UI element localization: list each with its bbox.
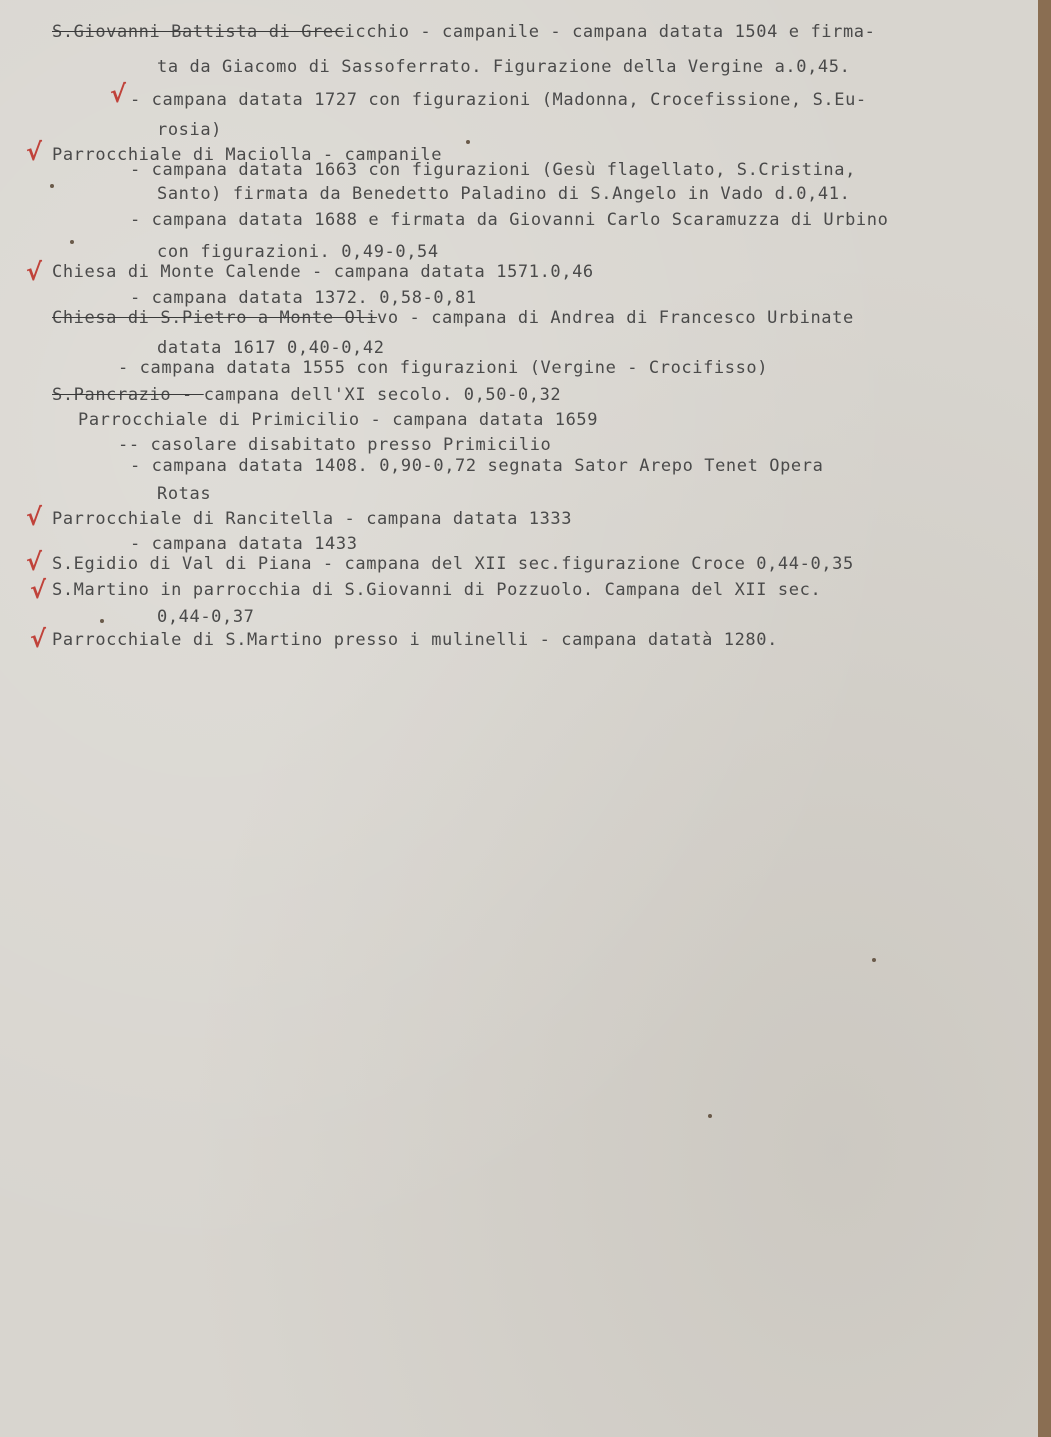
line-text: - campana datata 1688 e firmata da Giovanni Carlo Scaramuzza di Urbino [130, 210, 889, 230]
check-mark-icon: √ [26, 548, 43, 576]
text-line [52, 580, 821, 600]
text-line [157, 184, 850, 204]
text-line [78, 410, 598, 430]
paper-speck [70, 240, 74, 244]
line-text: - campana datata 1727 con figurazioni (Madonna, Crocefissione, S.Eu- [130, 90, 867, 110]
text-line [52, 630, 778, 650]
line-text: Chiesa di Monte Calende - campana datata 1571.0,46 [52, 262, 594, 282]
struck-text: S.Giovanni Battista di Grec [52, 22, 345, 42]
line-text: vo - campana di Andrea di Francesco Urbinate [377, 308, 854, 328]
check-mark-icon: √ [26, 503, 43, 531]
text-line [157, 242, 439, 262]
text-line [157, 120, 222, 140]
text-line [130, 160, 856, 180]
paper-speck [872, 958, 876, 962]
text-line [118, 435, 551, 455]
check-mark-icon: √ [110, 80, 127, 108]
line-text: ta da Giacomo di Sassoferrato. Figurazione della Vergine a.0,45. [157, 57, 851, 77]
paper-speck [100, 619, 104, 623]
line-text: S.Egidio di Val di Piana - campana del XII sec.figurazione Croce 0,44-0,35 [52, 554, 854, 574]
check-mark-icon: √ [30, 576, 47, 604]
struck-text: S.Pancrazio - [52, 385, 204, 405]
struck-text: Chiesa di S.Pietro a Monte Oli [52, 308, 378, 328]
line-text: - campana datata 1372. 0,58-0,81 [130, 288, 477, 308]
line-text: Parrocchiale di S.Martino presso i mulinelli - campana datatà 1280. [52, 630, 778, 650]
text-line [130, 210, 888, 230]
line-text: rosia) [157, 120, 223, 140]
line-text: Santo) firmata da Benedetto Paladino di S.Angelo in Vado d.0,41. [157, 184, 851, 204]
text-line [52, 262, 594, 282]
paper-speck [50, 184, 54, 188]
line-text: - campana datata 1555 con figurazioni (Vergine - Crocifisso) [118, 358, 769, 378]
line-text: Rotas [157, 484, 212, 504]
check-mark-icon: √ [26, 138, 43, 166]
line-text: datata 1617 0,40-0,42 [157, 338, 385, 358]
typed-text-block [0, 0, 1046, 700]
line-text: Parrocchiale di Primicilio - campana datata 1659 [78, 410, 599, 430]
table-edge-background [1038, 0, 1051, 1437]
line-text: Parrocchiale di Rancitella - campana datata 1333 [52, 509, 573, 529]
line-text: - campana datata 1663 con figurazioni (Gesù flagellato, S.Cristina, [130, 160, 856, 180]
line-text: S.Martino in parrocchia di S.Giovanni di Pozzuolo. Campana del XII sec. [52, 580, 822, 600]
text-line [130, 90, 867, 110]
text-line [52, 385, 561, 405]
line-text: - campana datata 1433 [130, 534, 358, 554]
text-line [118, 358, 768, 378]
text-line [130, 288, 477, 308]
line-text: Parrocchiale di Maciolla - campanile [52, 145, 443, 165]
text-line [157, 484, 211, 504]
line-text: icchio - campanile - campana datata 1504 e firma- [344, 22, 876, 42]
line-text: campana dell'XI secolo. 0,50-0,32 [203, 385, 562, 405]
paper-speck [708, 1114, 712, 1118]
text-line [52, 308, 854, 328]
check-mark-icon: √ [26, 258, 43, 286]
text-line [157, 338, 385, 358]
paper-speck [466, 140, 470, 144]
check-mark-icon: √ [30, 625, 47, 653]
text-line [157, 607, 255, 627]
text-line [130, 534, 358, 554]
line-text: con figurazioni. 0,49-0,54 [157, 242, 439, 262]
text-line [52, 22, 875, 42]
line-text: 0,44-0,37 [157, 607, 255, 627]
text-line [52, 554, 854, 574]
text-line [52, 509, 572, 529]
line-text: -- casolare disabitato presso Primicilio [118, 435, 552, 455]
text-line [157, 57, 850, 77]
text-line [130, 456, 823, 476]
line-text: - campana datata 1408. 0,90-0,72 segnata Sator Arepo Tenet Opera [130, 456, 824, 476]
